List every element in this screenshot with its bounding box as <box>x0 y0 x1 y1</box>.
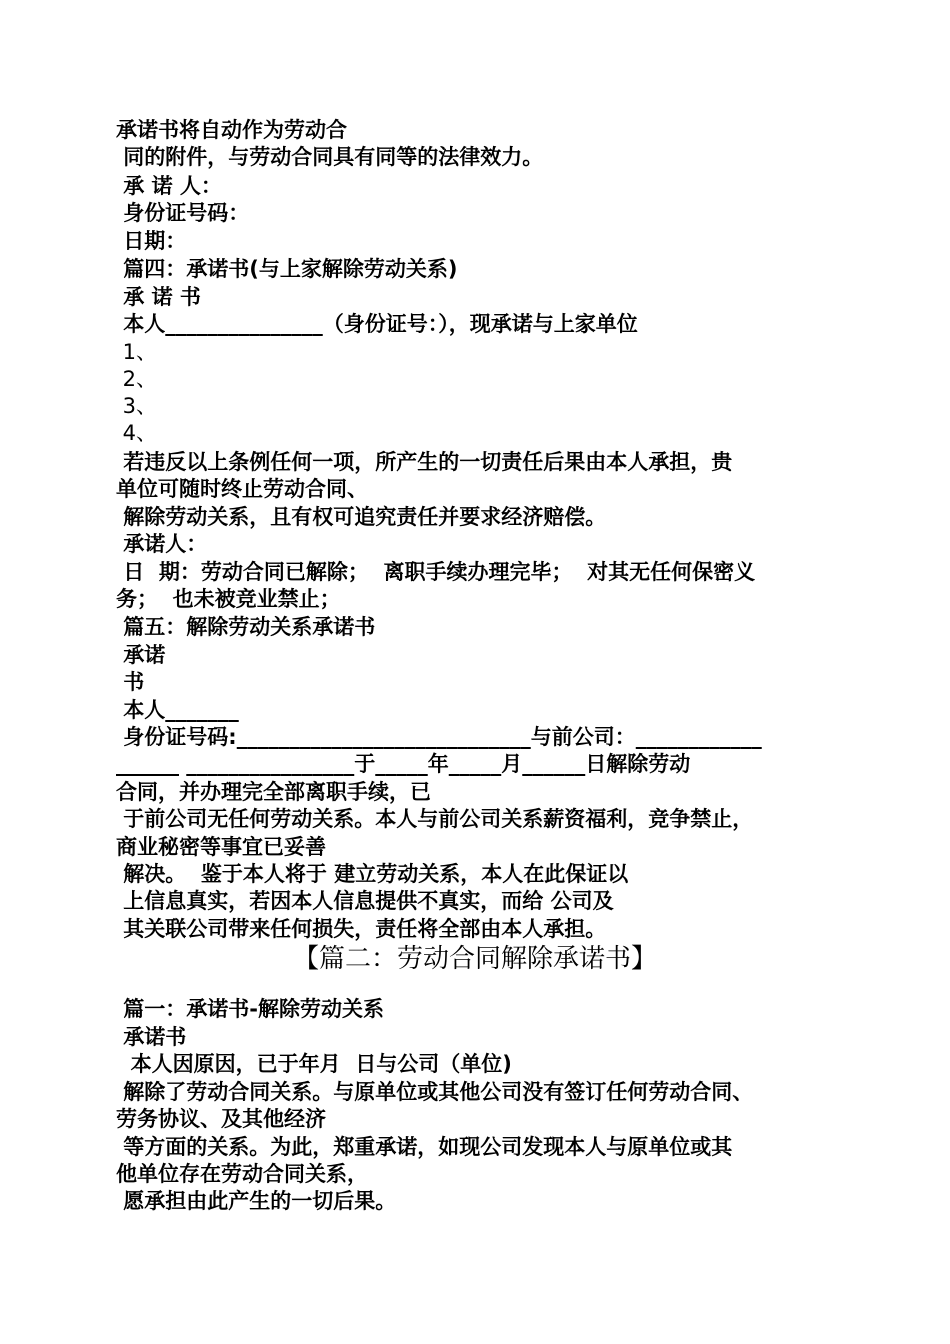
text-line: 务； 也未被竞业禁止； <box>116 587 341 611</box>
text-line: 承诺人： <box>116 532 208 556</box>
text-line: 合同，并办理完全部离职手续，已 <box>116 780 431 804</box>
text-line: 日期： <box>116 229 187 253</box>
text-line: 愿承担由此产生的一切后果。 <box>116 1189 397 1213</box>
text-line: 本人_______ <box>116 698 239 722</box>
text-line: 他单位存在劳动合同关系， <box>116 1162 368 1186</box>
document-title: 【篇二：劳动合同解除承诺书】 <box>292 944 657 974</box>
text-line: 书 <box>116 670 145 694</box>
text-line: 解除劳动关系，且有权可追究责任并要求经济赔偿。 <box>116 505 607 529</box>
section-heading: 篇四：承诺书(与上家解除劳动关系) <box>116 257 458 281</box>
text-line: 劳务协议、及其他经济 <box>116 1107 326 1131</box>
text-line: 承 诺 人： <box>116 174 222 198</box>
section-heading: 篇五：解除劳动关系承诺书 <box>116 615 376 639</box>
list-item: 1、 <box>116 340 158 364</box>
text-line: 承诺书将自动作为劳动合 <box>116 118 347 142</box>
text-line: 解决。 鉴于本人将于 建立劳动关系，本人在此保证以 <box>116 862 629 886</box>
text-line: 若违反以上条例任何一项，所产生的一切责任后果由本人承担，贵 <box>116 450 733 474</box>
text-line: 单位可随时终止劳动合同、 <box>116 477 368 501</box>
text-line: 身份证号码： <box>116 201 250 225</box>
text-line: 商业秘密等事宜已妥善 <box>116 835 326 859</box>
section-heading: 篇一：承诺书-解除劳动关系 <box>116 997 385 1021</box>
text-line: 本人_______________（身份证号：），现承诺与上家单位 <box>116 312 638 336</box>
list-item: 2、 <box>116 367 158 391</box>
text-line: 身份证号码:____________________________与前公司：____________ <box>116 725 762 749</box>
text-line: 承诺书 <box>116 1025 187 1049</box>
text-line: 本人因原因，已于年月 日与公司（单位) <box>116 1052 512 1076</box>
text-line: 承诺 <box>116 643 166 667</box>
list-item: 3、 <box>116 394 158 418</box>
text-line: 日 期：劳动合同已解除； 离职手续办理完毕； 对其无任何保密义 <box>116 560 756 584</box>
list-item: 4、 <box>116 421 158 445</box>
text-line: ______ ________________于_____年_____月______日解除劳动 <box>116 752 691 776</box>
text-line: 上信息真实，若因本人信息提供不真实，而给 公司及 <box>116 889 614 913</box>
text-line: 解除了劳动合同关系。与原单位或其他公司没有签订任何劳动合同、 <box>116 1080 754 1104</box>
text-line: 于前公司无任何劳动关系。本人与前公司关系薪资福利，竞争禁止， <box>116 807 754 831</box>
text-line: 承 诺 书 <box>116 285 201 309</box>
text-line: 同的附件，与劳动合同具有同等的法律效力。 <box>116 145 544 169</box>
text-line: 其关联公司带来任何损失，责任将全部由本人承担。 <box>116 917 607 941</box>
text-line: 等方面的关系。为此，郑重承诺，如现公司发现本人与原单位或其 <box>116 1135 733 1159</box>
